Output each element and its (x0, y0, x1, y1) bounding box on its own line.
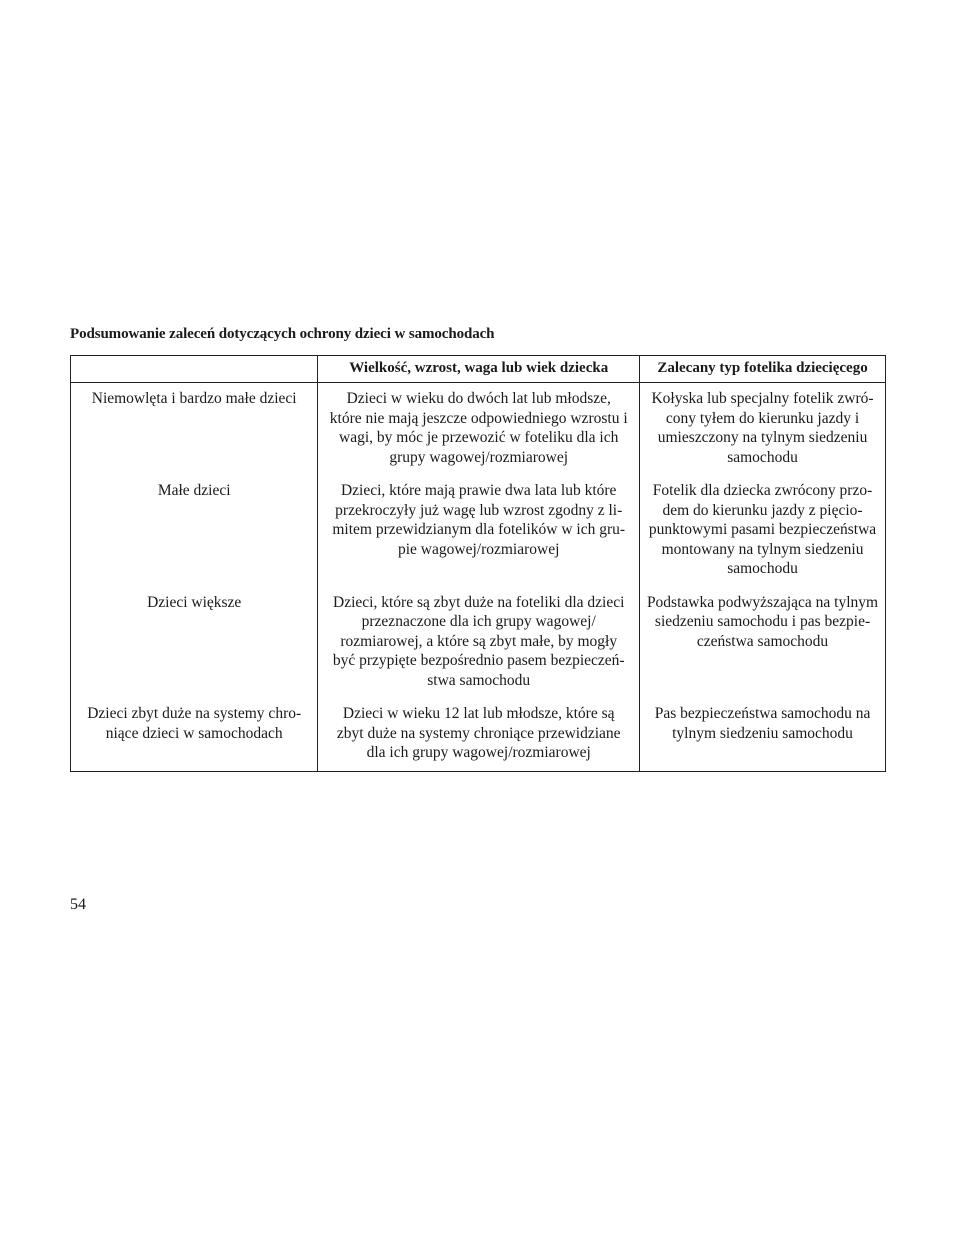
header-seat-type: Zalecany typ fotelika dziecięcego (640, 356, 886, 383)
cell-text-line: Dzieci, które mają prawie dwa lata lub które (340, 482, 617, 499)
cell-text-line: dla ich grupy wagowej/rozmiarowej (366, 744, 591, 761)
cell-text-line: mitem przewidzianym dla fotelików w ich gru- (332, 521, 626, 538)
cell-text-line: Niemowlęta i bardzo małe dzieci (91, 390, 297, 407)
table-row (71, 383, 886, 476)
header-child-size: Wielkość, wzrost, waga lub wiek dziecka (318, 356, 640, 383)
cell-text-line: przekroczyły już wagę lub wzrost zgodny z li- (335, 501, 623, 519)
cell-text-line: Dzieci, które są zbyt duże na foteliki dla dzieci (333, 593, 625, 611)
cell-text-line: siedzeniu samochodu i pas bezpie- (654, 613, 871, 630)
cell-text-line: Dzieci większe (147, 593, 242, 611)
header-category (71, 356, 318, 383)
cell-seat-type (640, 587, 886, 699)
cell-text-line: Podstawka podwyższająca na tylnym (646, 593, 879, 611)
table-row (71, 587, 886, 699)
cell-text-line: Małe dzieci (157, 482, 231, 499)
cell-child-size (318, 475, 640, 587)
cell-text-line: Fotelik dla dziecka zwrócony przo- (652, 482, 873, 499)
cell-category (71, 698, 318, 771)
cell-child-size (318, 383, 640, 476)
cell-text-line: być przypięte bezpośrednio pasem bezpieczeń- (332, 652, 625, 669)
cell-text-line: które nie mają jeszcze odpowiedniego wzrostu i (329, 409, 628, 427)
cell-seat-type (640, 475, 886, 587)
cell-seat-type (640, 698, 886, 771)
cell-text-line: samochodu (727, 560, 798, 577)
cell-text-line: rozmiarowej, a które są zbyt małe, by mogły (340, 632, 618, 650)
cell-category (71, 475, 318, 587)
page-number: 54 (70, 896, 86, 913)
cell-text-line: cony tyłem do kierunku jazdy i (665, 409, 860, 427)
cell-text-line: niące dzieci w samochodach (105, 724, 283, 742)
cell-text-line: samochodu (727, 448, 798, 466)
cell-text-line: czeństwa samochodu (696, 632, 829, 650)
cell-category (71, 587, 318, 699)
table-row (71, 698, 886, 771)
cell-text-line: stwa samochodu (427, 671, 531, 689)
cell-seat-type (640, 383, 886, 476)
cell-text-line: grupy wagowej/rozmiarowej (389, 448, 569, 466)
cell-text-line: zbyt duże na systemy chroniące przewidziane (336, 724, 621, 742)
table-header-row (71, 356, 886, 383)
cell-child-size (318, 587, 640, 699)
cell-text-line: Dzieci zbyt duże na systemy chro- (87, 705, 302, 722)
cell-text-line: montowany na tylnym siedzeniu (661, 540, 864, 558)
cell-child-size (318, 698, 640, 771)
page-title: Podsumowanie zaleceń dotyczących ochrony dzieci w samochodach (70, 326, 495, 342)
table-row (71, 475, 886, 587)
child-restraint-summary-table (70, 355, 886, 772)
cell-text-line: dem do kierunku jazdy z pięcio- (662, 501, 863, 519)
cell-text-line: Pas bezpieczeństwa samochodu na (654, 705, 871, 722)
cell-text-line: Dzieci w wieku do dwóch lat lub młodsze, (346, 390, 611, 407)
cell-text-line: punktowymi pasami bezpieczeństwa (648, 521, 877, 538)
cell-category (71, 383, 318, 476)
cell-text-line: Dzieci w wieku 12 lat lub młodsze, które są (342, 705, 615, 722)
cell-text-line: przeznaczone dla ich grupy wagowej/ (361, 613, 596, 630)
cell-text-line: wagi, by móc je przewozić w foteliku dla ich (339, 429, 619, 446)
cell-text-line: umieszczony na tylnym siedzeniu (657, 429, 868, 446)
table-body (71, 383, 886, 772)
cell-text-line: tylnym siedzeniu samochodu (672, 724, 853, 742)
cell-text-line: Kołyska lub specjalny fotelik zwró- (651, 390, 874, 407)
cell-text-line: pie wagowej/rozmiarowej (398, 540, 560, 558)
